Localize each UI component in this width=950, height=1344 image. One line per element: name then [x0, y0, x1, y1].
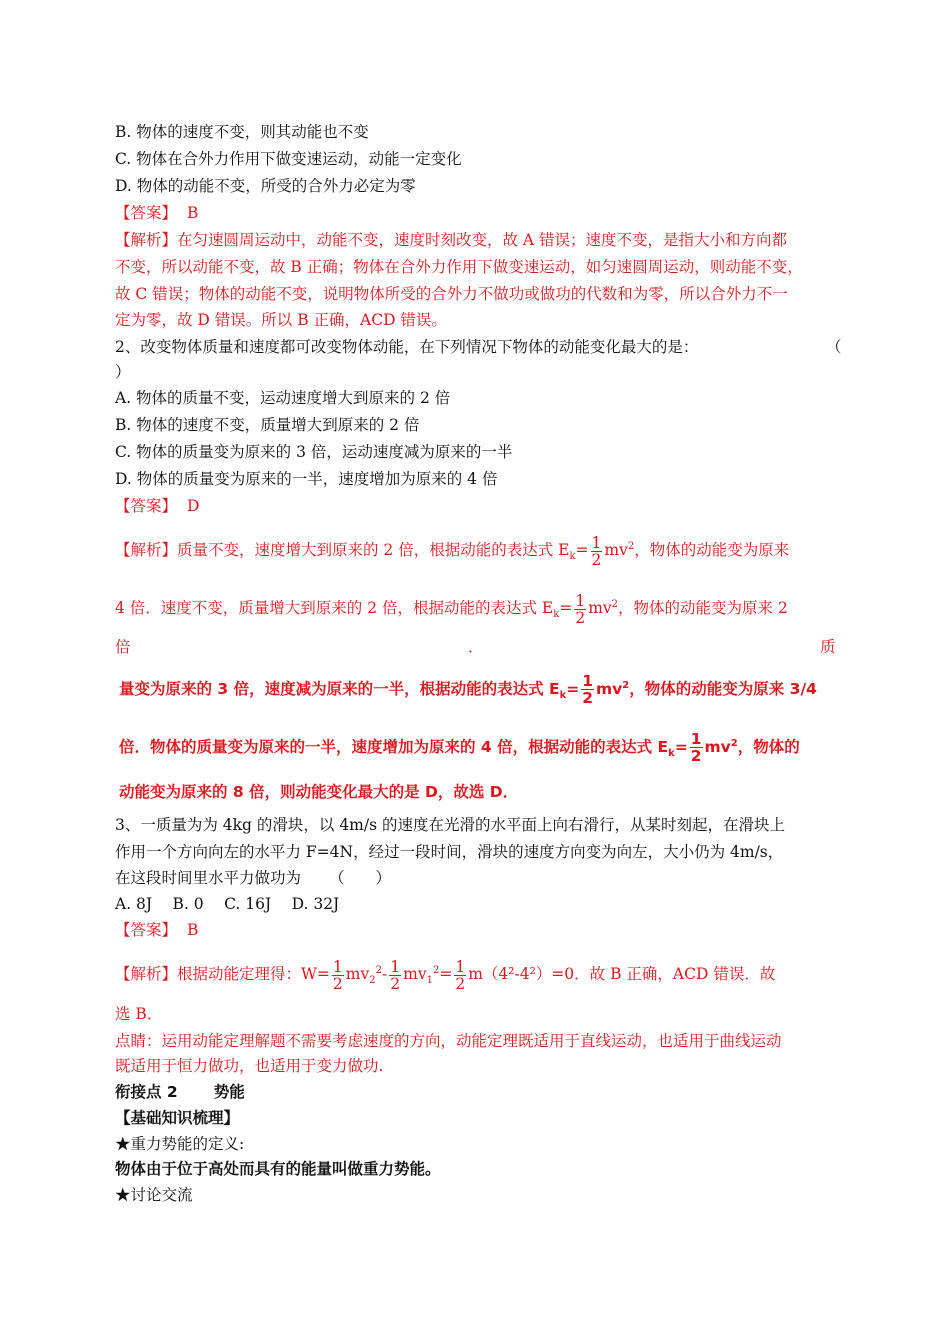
- numerator: 1: [575, 591, 586, 610]
- text: mv: [604, 541, 628, 559]
- answer-tag: 【答案】: [115, 204, 178, 222]
- text: 量变为原来的 3 倍，速度减为原来的一半，根据动能的表达式 E: [119, 680, 560, 698]
- q3-analysis-line-2: 选 B．: [115, 1005, 163, 1023]
- text: mv: [403, 965, 427, 983]
- q2-stem: [115, 337, 698, 357]
- text: =: [559, 599, 573, 617]
- answer-value: B: [187, 204, 199, 222]
- q3-options: A. 8J B. 0 C. 16J D. 32J: [115, 895, 340, 913]
- numerator: 1: [332, 957, 343, 976]
- q1-option-c: C. 物体在合外力作用下做变速运动，动能一定变化: [115, 150, 462, 168]
- denominator: 2: [455, 974, 466, 993]
- subscript: k: [559, 690, 567, 702]
- fraction: [591, 535, 603, 568]
- text: ，物体的动能变为原来: [634, 541, 790, 559]
- q2-paren-open: （: [826, 338, 842, 356]
- answer-value: D: [187, 497, 200, 515]
- q3-answer: [115, 920, 198, 940]
- subscript: 1: [426, 975, 433, 987]
- q1-analysis-line-2: 不变，所以动能不变，故 B 正确；物体在合外力作用下做变速运动，如匀速圆周运动，则动能不变，: [115, 258, 803, 276]
- text: ，物体的: [737, 738, 800, 756]
- denominator: 2: [582, 689, 594, 707]
- q2-analysis-line-5: [119, 722, 800, 776]
- text: 【解析】根据动能定理得：W=: [115, 965, 330, 983]
- q2-analysis-line-3-right: 质: [820, 638, 836, 656]
- text: mv: [704, 738, 731, 756]
- section-subtitle: 【基础知识梳理】: [115, 1109, 240, 1127]
- text: mv: [588, 599, 612, 617]
- answer-tag: 【答案】: [115, 921, 178, 939]
- q2-answer: [115, 496, 199, 516]
- subscript: k: [569, 551, 576, 563]
- section-title: [115, 1082, 245, 1102]
- fraction: [332, 959, 344, 992]
- definition-text: 物体由于位于高处而具有的能量叫做重力势能。: [115, 1160, 441, 1178]
- superscript: 2: [611, 599, 619, 610]
- fraction: [574, 593, 586, 626]
- fraction: [581, 673, 594, 706]
- q2-analysis-line-1: [115, 527, 789, 577]
- subscript: k: [553, 609, 560, 621]
- q2-stem-text: 2、改变物体质量和速度都可改变物体动能，在下列情况下物体的动能变化最大的是：: [115, 338, 699, 356]
- q1-analysis-line-3: 故 C 错误；物体的动能不变，说明物体所受的合外力不做功或做功的代数和为零，所以合外力不一: [115, 285, 788, 303]
- q2-analysis-line-4: [119, 664, 817, 718]
- answer-value: B: [187, 921, 199, 939]
- q2-analysis-line-3-mid: ．: [468, 638, 484, 656]
- text: =: [439, 965, 453, 983]
- text: 倍．物体的质量变为原来的一半，速度增加为原来的 4 倍，根据动能的表达式 E: [119, 738, 669, 756]
- numerator: 1: [591, 533, 602, 552]
- fraction: [454, 959, 466, 992]
- text: mv: [596, 680, 623, 698]
- superscript: 2: [622, 680, 630, 691]
- text: ，物体的动能变为原来 2: [618, 599, 788, 617]
- denominator: 2: [390, 974, 401, 993]
- denominator: 2: [591, 550, 602, 569]
- denominator: 2: [332, 974, 343, 993]
- q3-tip-line-2: 既适用于恒力做功，也适用于变力做功.: [115, 1057, 384, 1075]
- text: =: [566, 680, 580, 698]
- text: 在这段时间里水平力做功为: [115, 869, 302, 887]
- subscript: 2: [369, 975, 376, 987]
- q3-analysis-line-1: [115, 951, 775, 1001]
- text: ，物体的动能变为原来 3/4: [629, 680, 817, 698]
- q2-analysis-line-3-left: 倍: [115, 638, 131, 656]
- minus: -: [382, 965, 388, 983]
- q2-analysis-line-2: [115, 585, 788, 635]
- text: m（4²-4²）=0．故 B 正确，ACD 错误．故: [468, 965, 776, 983]
- fraction: [690, 731, 703, 764]
- q1-option-b: B. 物体的速度不变，则其动能也不变: [115, 123, 369, 141]
- superscript: 2: [730, 738, 738, 749]
- q3-tip-line-1: 点睛：运用动能定理解题不需要考虑速度的方向，动能定理既适用于直线运动，也适用于曲线运动: [115, 1032, 782, 1050]
- text: mv: [345, 965, 370, 983]
- q2-option-b: B. 物体的速度不变，质量增大到原来的 2 倍: [115, 416, 420, 434]
- answer-tag: 【答案】: [115, 497, 178, 515]
- q3-stem-line-2: 作用一个方向向左的水平力 F=4N，经过一段时间，滑块的速度方向变为向左，大小仍为 4m/s，: [115, 843, 784, 861]
- definition-label: ★重力势能的定义:: [115, 1135, 245, 1153]
- q1-analysis-line-1: 【解析】在匀速圆周运动中，动能不变，速度时刻改变，故 A 错误；速度不变，是指大小和方向都: [115, 231, 788, 249]
- fraction: [389, 959, 401, 992]
- text: 【解析】质量不变，速度增大到原来的 2 倍，根据动能的表达式 E: [115, 541, 570, 559]
- q1-answer: [115, 203, 198, 223]
- text: =: [575, 541, 589, 559]
- text: 势能: [213, 1083, 245, 1101]
- superscript: 2: [375, 965, 383, 976]
- superscript: 2: [432, 965, 440, 976]
- q2-analysis-line-6: 动能变为原来的 8 倍，则动能变化最大的是 D，故选 D．: [119, 783, 519, 801]
- superscript: 2: [627, 541, 635, 552]
- denominator: 2: [575, 608, 586, 627]
- answer-blank: （ ）: [329, 869, 392, 887]
- discussion-label: ★讨论交流: [115, 1186, 193, 1204]
- numerator: 1: [582, 672, 594, 690]
- q1-option-d: D. 物体的动能不变，所受的合外力必定为零: [115, 177, 416, 195]
- q2-option-d: D. 物体的质量变为原来的一半，速度增加为原来的 4 倍: [115, 470, 498, 488]
- subscript: k: [668, 748, 675, 760]
- q2-option-c: C. 物体的质量变为原来的 3 倍，运动速度减为原来的一半: [115, 443, 513, 461]
- q3-stem-line-3: [115, 868, 391, 888]
- q2-option-a: A. 物体的质量不变，运动速度增大到原来的 2 倍: [115, 389, 451, 407]
- text: 衔接点 2: [115, 1083, 178, 1101]
- q1-analysis-line-4: 定为零，故 D 错误。所以 B 正确，ACD 错误。: [115, 311, 447, 329]
- q2-paren-close: ）: [115, 363, 131, 381]
- q3-stem-line-1: 3、一质量为为 4kg 的滑块，以 4m/s 的速度在光滑的水平面上向右滑行，从某时刻起，在滑块上: [115, 816, 785, 834]
- numerator: 1: [690, 730, 702, 748]
- text: 4 倍．速度不变，质量增大到原来的 2 倍，根据动能的表达式 E: [115, 599, 554, 617]
- denominator: 2: [690, 747, 702, 765]
- numerator: 1: [390, 957, 401, 976]
- text: =: [674, 738, 688, 756]
- numerator: 1: [455, 957, 466, 976]
